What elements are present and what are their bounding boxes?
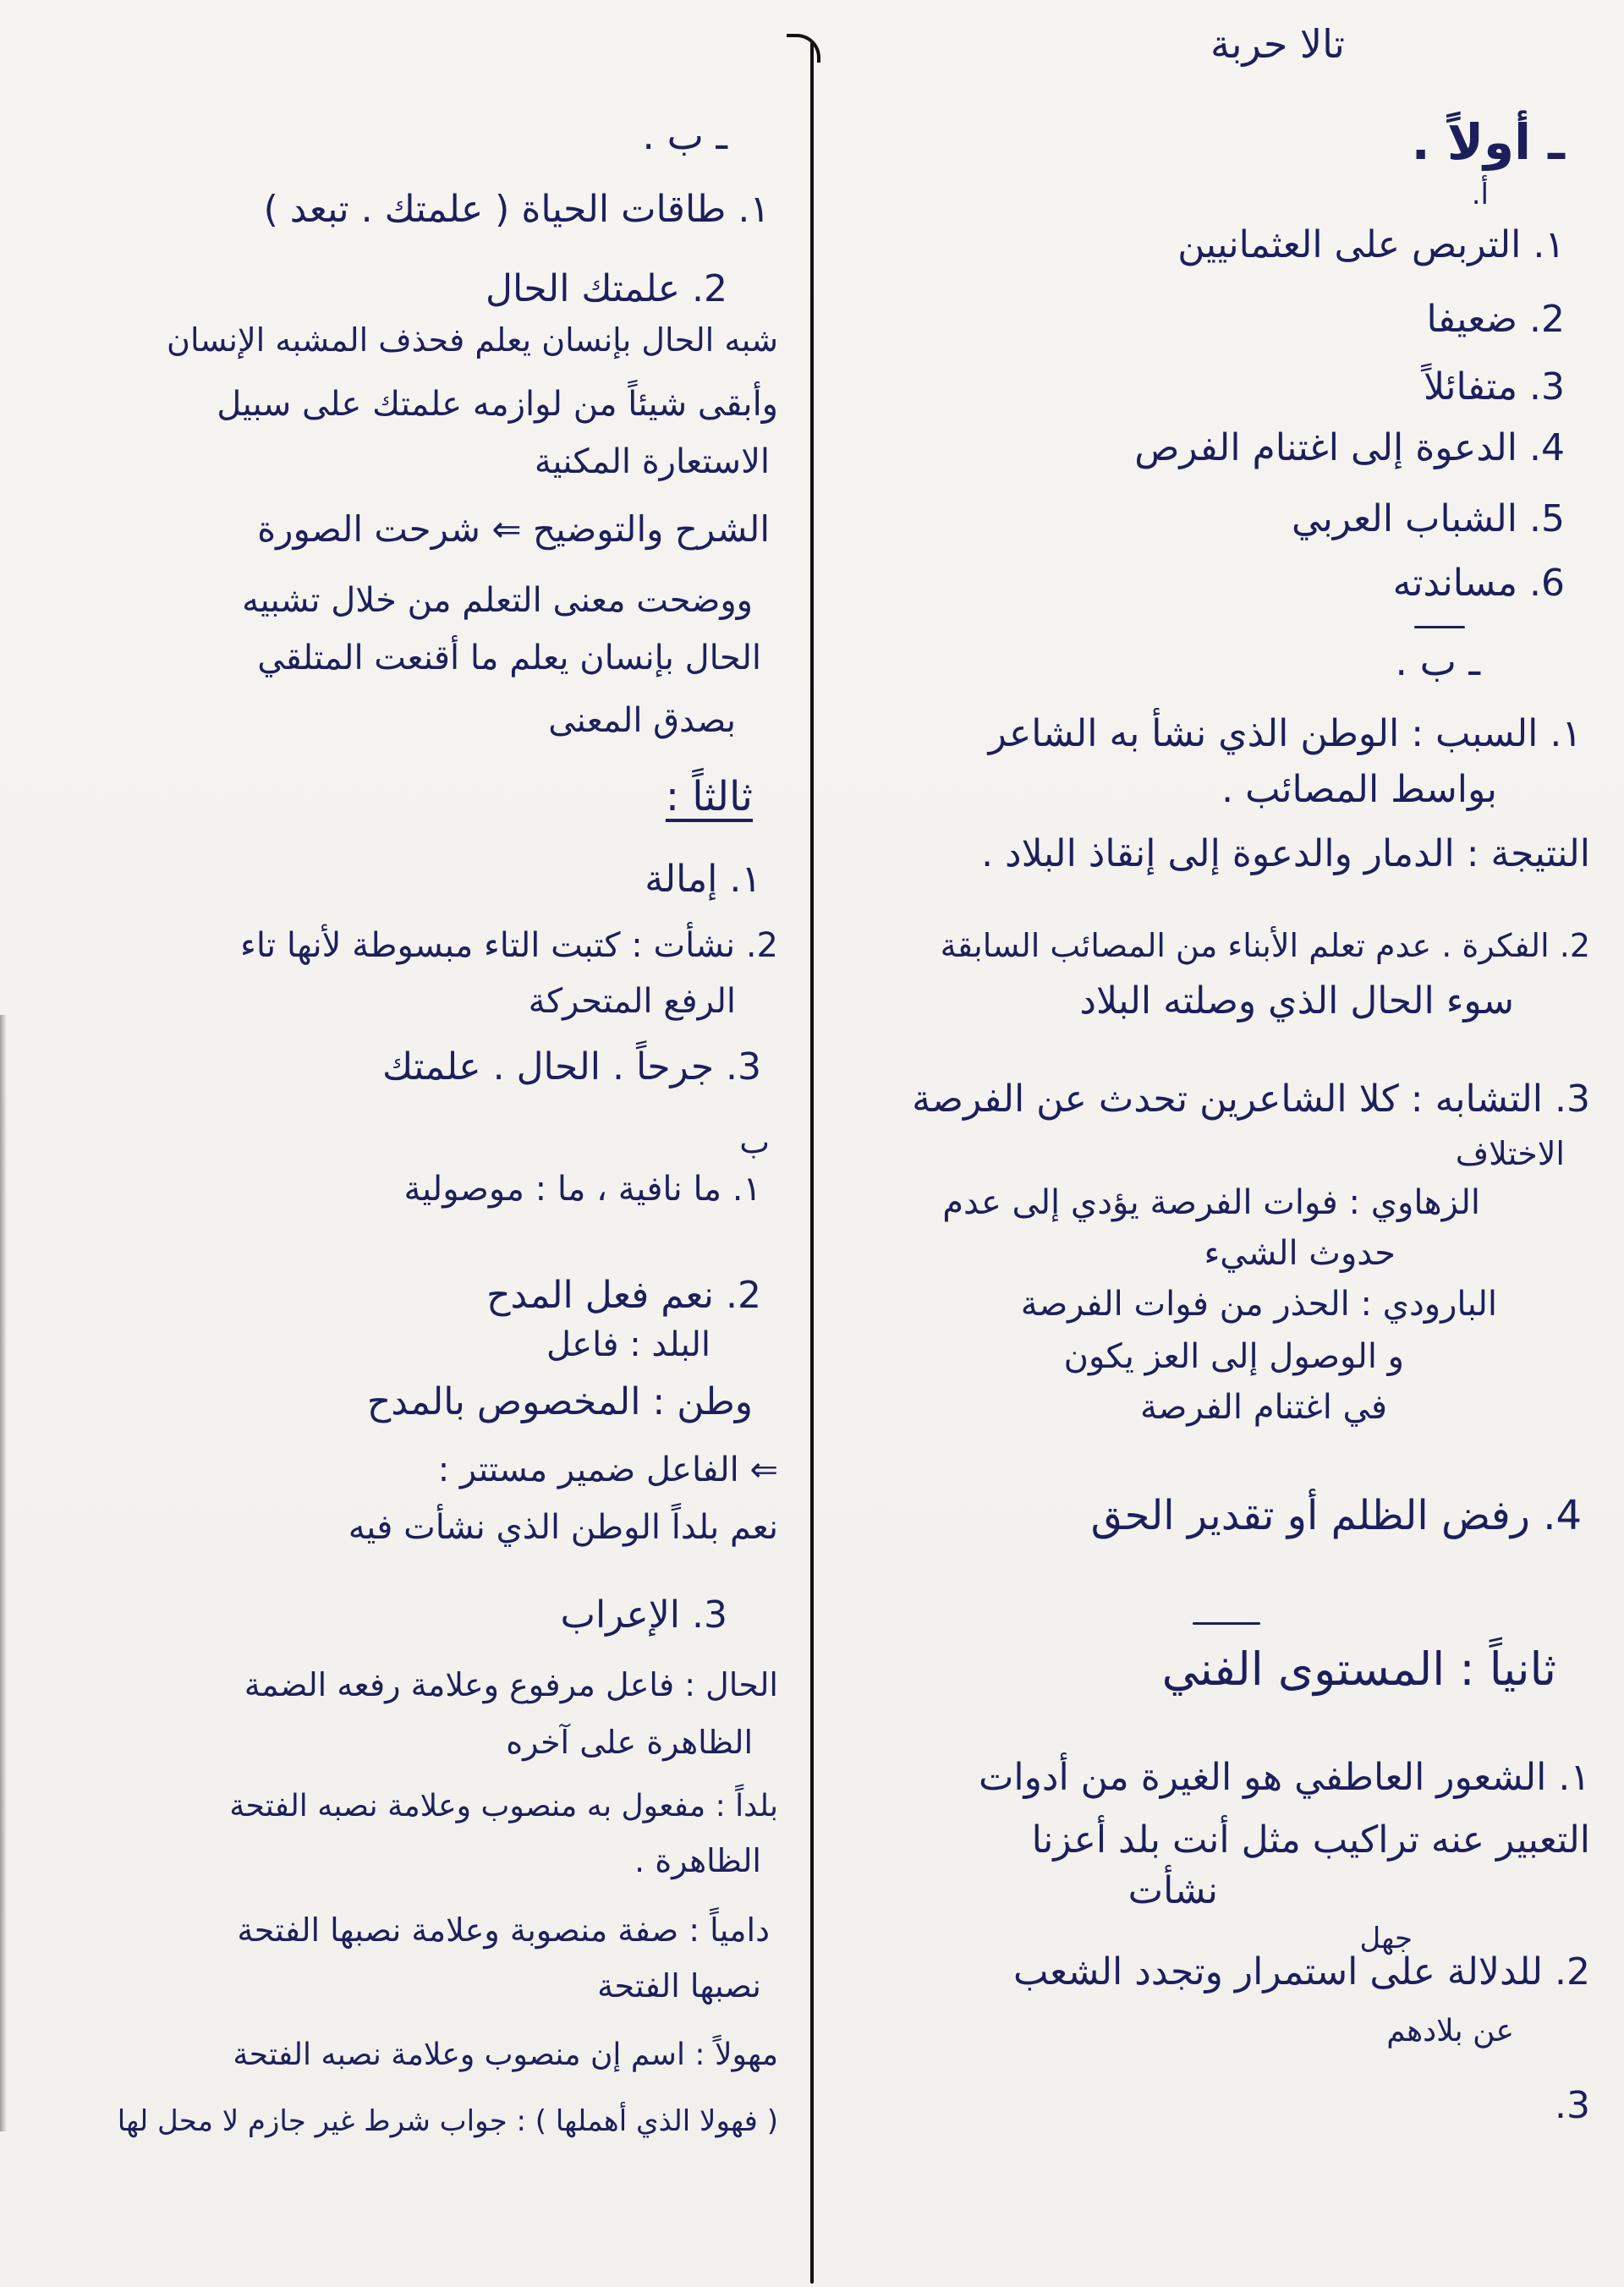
- a-item-3: 3. متفائلاً: [1424, 365, 1565, 409]
- section-ba-label-right: ـ ب .: [1395, 639, 1480, 684]
- i1-line-1: الحال : فاعل مرفوع وعلامة رفعه الضمة: [244, 1666, 778, 1703]
- t2-line-2: عن بلادهم: [1386, 2014, 1514, 2048]
- q1-line: ١. ما نافية ، ما : موصولية: [403, 1170, 761, 1209]
- p2-line-1: 2. نشأت : كتبت التاء مبسوطة لأنها تاء: [240, 926, 778, 965]
- b3-line-7: في اغتنام الفرصة: [1139, 1388, 1387, 1427]
- i4-line-1: مهولاً : اسم إن منصوب وعلامة نصبه الفتحة: [233, 2037, 778, 2072]
- b4-line: 4. رفض الظلم أو تقدير الحق: [1090, 1492, 1582, 1539]
- a-item-4: 4. الدعوة إلى اغتنام الفرص: [1134, 426, 1565, 469]
- i3-line-2: نصبها الفتحة: [597, 1967, 761, 2005]
- b1-cause-line-2: بواسط المصائب .: [1221, 768, 1497, 811]
- q2-line-4: ⇐ الفاعل ضمير مستتر :: [437, 1451, 778, 1489]
- b1-result-line: النتيجة : الدمار والدعوة إلى إنقاذ البلاد .: [981, 832, 1590, 875]
- b3-line-5: البارودي : الحذر من فوات الفرصة: [1020, 1285, 1497, 1324]
- section-thaniyan-heading: ثانياً : المستوى الفني: [1161, 1643, 1556, 1696]
- section-awwalan-heading: ـ أولاً .: [1411, 113, 1565, 171]
- a-item-5: 5. الشباب العربي: [1291, 497, 1565, 540]
- column-divider-hook: [787, 34, 820, 63]
- q2-line-3: وطن : المخصوص بالمدح: [366, 1380, 753, 1423]
- b3-line-2: الاختلاف: [1455, 1135, 1565, 1172]
- section-alif-label: أ.: [1471, 178, 1489, 211]
- q2-line-5: نعم بلداً الوطن الذي نشأت فيه: [348, 1508, 778, 1547]
- t1-line-3: نشأت: [1127, 1869, 1218, 1912]
- t3-line: 3.: [1555, 2084, 1590, 2127]
- i1-line-2: الظاهرة على آخره: [506, 1724, 753, 1761]
- left-line-5: الاستعارة المكنية: [534, 442, 770, 481]
- i3-line-1: دامياً : صفة منصوبة وعلامة نصبها الفتحة: [237, 1911, 770, 1949]
- left-line-6: الشرح والتوضيح ⇐ شرحت الصورة: [257, 508, 770, 550]
- left-line-9: بصدق المعنى: [548, 701, 736, 740]
- b3-line-6: و الوصول إلى العز يكون: [1063, 1337, 1404, 1376]
- thaniyan-overline: [1193, 1622, 1260, 1625]
- right-column: [837, 0, 1599, 2287]
- q3-line: 3. الإعراب: [560, 1593, 727, 1637]
- t2-caret-insert: جهل: [1359, 1922, 1413, 1955]
- section-ba2-label: ب: [739, 1123, 770, 1160]
- left-line-3: شبه الحال بإنسان يعلم فحذف المشبه الإنسان: [167, 321, 778, 359]
- left-column: [25, 0, 787, 2287]
- i5-line-1: ( فهولا الذي أهملها ) : جواب شرط غير جازم لا محل لها: [117, 2104, 778, 2138]
- t1-line-2: التعبير عنه تراكيب مثل أنت بلد أعزنا: [1031, 1818, 1590, 1862]
- p1-line: ١. إمالة: [645, 858, 761, 901]
- b3-line-1: 3. التشابه : كلا الشاعرين تحدث عن الفرصة: [912, 1078, 1590, 1121]
- left-line-7: ووضحت معنى التعلم من خلال تشبيه: [242, 581, 753, 620]
- b2-line-2: سوء الحال الذي وصلته البلاد: [1079, 979, 1514, 1023]
- student-name: تالا حربة: [1210, 21, 1345, 67]
- a-item-1: ١. التربص على العثمانيين: [1177, 223, 1565, 266]
- p3-line: 3. جرحاً . الحال . علمتك: [382, 1045, 761, 1089]
- section-thalithan-heading: ثالثاً :: [665, 773, 753, 820]
- a-item-6: 6. مساندته: [1392, 562, 1565, 605]
- b2-line-1: 2. الفكرة . عدم تعلم الأبناء من المصائب السابقة: [940, 927, 1590, 964]
- t1-line-1: ١. الشعور العاطفي هو الغيرة من أدوات: [978, 1756, 1590, 1799]
- t2-line-1: 2. للدلالة على استمرار وتجدد الشعب: [1012, 1950, 1590, 1994]
- a-item-2: 2. ضعيفا: [1426, 298, 1565, 341]
- b1-cause-line: ١. السبب : الوطن الذي نشأ به الشاعر: [988, 712, 1582, 755]
- q2-line-2: البلد : فاعل: [546, 1325, 710, 1364]
- left-line-2: 2. علمتك الحال: [486, 267, 727, 310]
- b3-line-4: حدوث الشيء: [1204, 1234, 1396, 1273]
- q2-line-1: 2. نعم فعل المدح: [486, 1274, 761, 1317]
- left-line-4: وأبقى شيئاً من لوازمه علمتك على سبيل: [217, 385, 778, 424]
- p2-line-2: الرفع المتحركة: [528, 982, 736, 1021]
- page-edge-shadow: [0, 1015, 7, 2131]
- i2-line-2: الظاهرة .: [634, 1842, 761, 1879]
- left-line-8: الحال بإنسان يعلم ما أقنعت المتلقي: [257, 639, 761, 677]
- i2-line-1: بلداً : مفعول به منصوب وعلامة نصبه الفتحة: [229, 1789, 778, 1824]
- section-ba-label-left: ـ ب .: [642, 112, 727, 158]
- left-line-1: ١. طاقات الحياة ( علمتك . تبعد ): [263, 188, 770, 231]
- b3-line-3: الزهاوي : فوات الفرصة يؤدي إلى عدم: [942, 1183, 1480, 1222]
- column-divider-line: [810, 42, 814, 2284]
- ba-overline: [1414, 626, 1465, 628]
